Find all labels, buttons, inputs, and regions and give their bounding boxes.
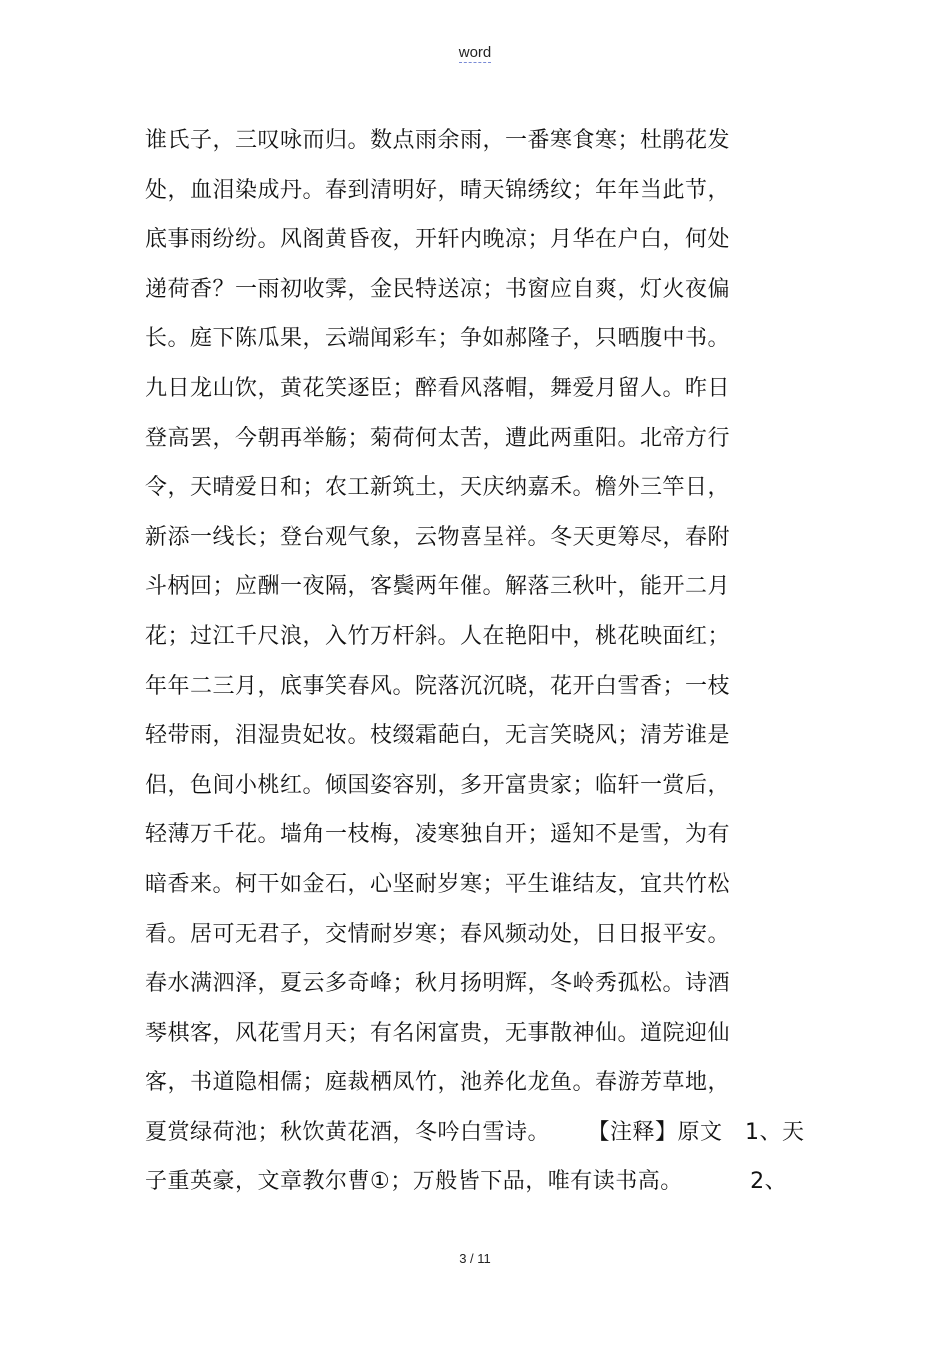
page-header	[0, 44, 950, 61]
header-title: word	[458, 44, 492, 61]
document-body	[145, 116, 825, 1207]
page-footer	[0, 1251, 950, 1266]
text-line: 春水满泗泽，夏云多奇峰；秋月扬明辉，冬岭秀孤松。诗酒	[145, 971, 731, 997]
text-line: 轻薄万千花。墙角一枝梅，凌寒独自开；遥知不是雪，为有	[145, 822, 731, 848]
text-line: 斗柄回；应酬一夜隔，客鬓两年催。解落三秋叶，能开二月	[145, 574, 731, 600]
text-line: 九日龙山饮，黄花笑逐臣；醉看风落帽，舞爱月留人。昨日	[145, 375, 731, 401]
text-line: 轻带雨，泪湿贵妃妆。枝缀霜葩白，无言笑晓风；清芳谁是	[145, 723, 731, 749]
text-line: 谁氏子，三叹咏而归。数点雨余雨，一番寒食寒；杜鹃花发	[145, 128, 731, 153]
page-number: 3 / 11	[459, 1251, 491, 1266]
text-line: 处，血泪染成丹。春到清明好，晴天锦绣纹；年年当此节，	[145, 177, 731, 203]
text-line: 子重英豪，文章教尔曹①；万般皆下品，唯有读书高。 2、	[145, 1169, 788, 1195]
text-line: 令，天晴爱日和；农工新筑土，天庆纳嘉禾。檐外三竿日，	[145, 475, 731, 501]
text-line: 侣，色间小桃红。倾国姿容别，多开富贵家；临轩一赏后，	[145, 772, 731, 798]
text-line: 登高罢，今朝再举觞；菊荷何太苦，遭此两重阳。北帝方行	[145, 425, 731, 451]
text-line: 新添一线长；登台观气象，云物喜呈祥。冬天更筹尽，春附	[145, 524, 731, 550]
text-line: 看。居可无君子，交情耐岁寒；春风频动处，日日报平安。	[145, 921, 731, 947]
text-line: 年年二三月，底事笑春风。院落沉沉晓，花开白雪香；一枝	[145, 673, 731, 699]
text-line: 暗香来。柯干如金石，心坚耐岁寒；平生谁结友，宜共竹松	[145, 871, 731, 897]
text-line: 琴棋客，风花雪月天；有名闲富贵，无事散神仙。道院迎仙	[145, 1020, 731, 1046]
text-line: 递荷香？一雨初收霁，金民特送凉；书窗应自爽，灯火夜偏	[145, 276, 731, 302]
text-line: 花；过江千尺浪，入竹万杆斜。人在艳阳中，桃花映面红；	[145, 623, 731, 649]
text-line: 底事雨纷纷。风阁黄昏夜，开轩内晚凉；月华在户白，何处	[145, 227, 731, 253]
text-line: 长。庭下陈瓜果，云端闻彩车；争如郝隆子，只晒腹中书。	[145, 326, 731, 352]
text-line: 客，书道隐相儒；庭裁栖凤竹，池养化龙鱼。春游芳草地，	[145, 1070, 731, 1096]
text-line: 夏赏绿荷池；秋饮黄花酒，冬吟白雪诗。 【注释】原文 1、天	[145, 1119, 805, 1145]
